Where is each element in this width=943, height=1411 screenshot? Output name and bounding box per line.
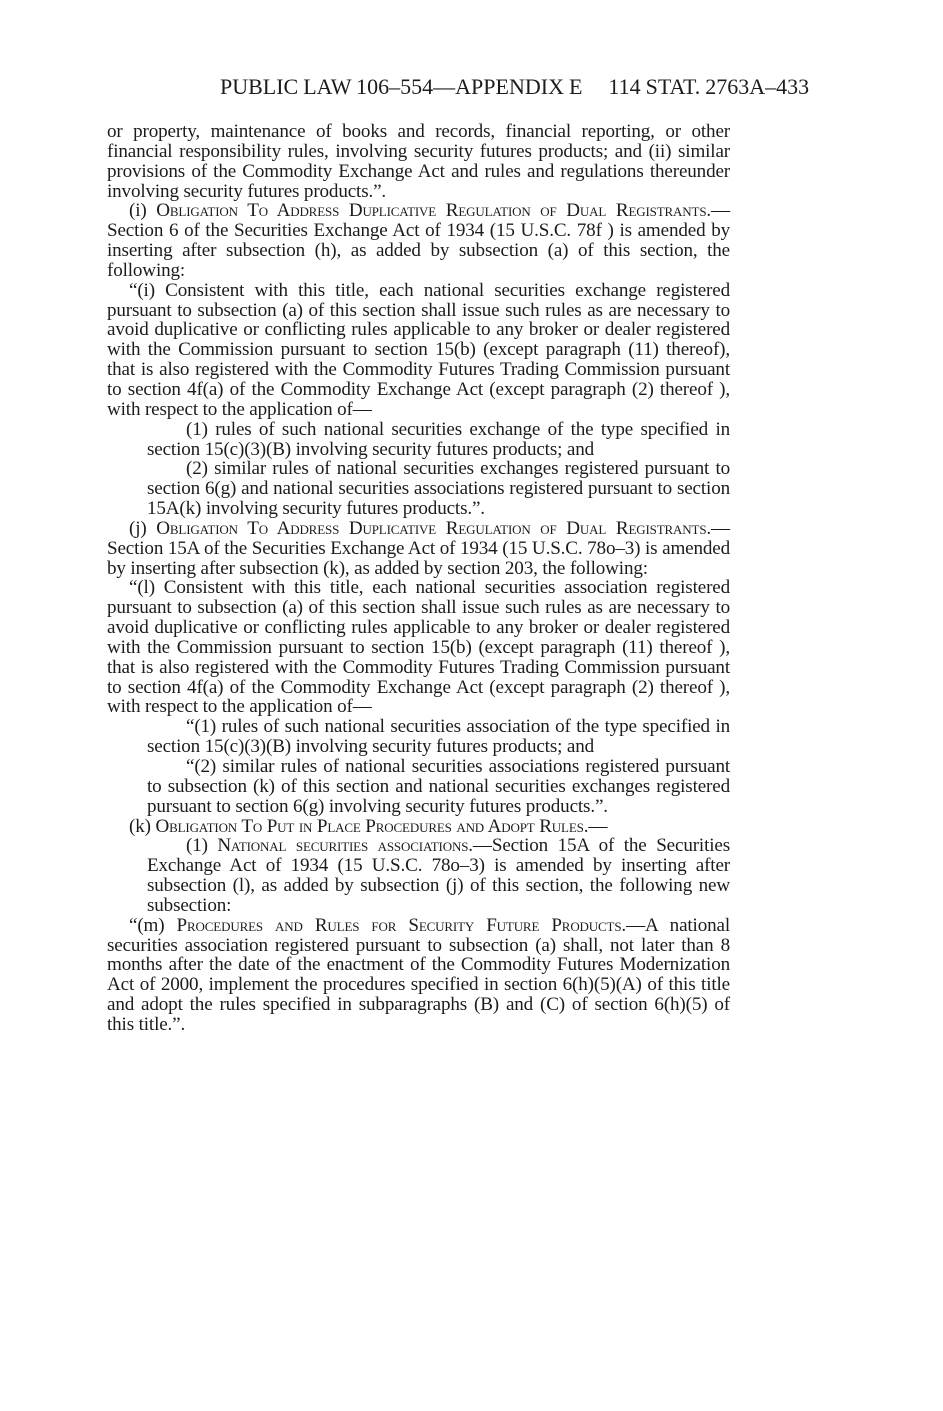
quoted-subsection-m-caption: Procedures and Rules for Security Future Products. — [176, 914, 627, 936]
quoted-subsection-l: “(l) Consistent with this title, each national securities association registered pursuant to subsection (a) of this section shall issue such rules as are necessary to avoid duplicative or conflicting rules applicable to any broker or dealer registered with the Commission pursuant to section 15(b) (except paragraph (11) thereof ), that is also registered with the Commodity Futures Trading Commission pursuant to section 4f(a) of the Commodity Exchange Act (except paragraph (2) thereof ), with respect to the application of— — [107, 577, 730, 718]
quoted-paragraph-1: “(1) rules of such national securities association of the type specified in section 15(c)(3)(B) involving security futures products; and — [147, 716, 730, 758]
subsection-k: (k) Obligation To Put in Place Procedures and Adopt Rules.— — [129, 815, 608, 837]
subsection-k-caption: Obligation To Put in Place Procedures and Adopt Rules. — [155, 815, 589, 837]
quoted-paragraph-2: (2) similar rules of national securities exchanges registered pursuant to section 6(g) and national securities associations registered pursuant to section 15A(k) involving security futures products.”. — [147, 458, 730, 520]
subsection-j-caption: Obligation To Address Duplicative Regulation of Dual Registrants. — [156, 517, 712, 539]
quoted-paragraph-1: (1) rules of such national securities exchange of the type specified in section 15(c)(3)(B) involving security futures products; and — [147, 418, 730, 460]
quoted-paragraph-2: “(2) similar rules of national securities associations registered pursuant to subsection (k) of this section and national securities exchanges registered pursuant to section 6(g) involving security futures products.”. — [147, 756, 730, 817]
paragraph-continuation: or property, maintenance of books and records, financial reporting, or other financial responsibility rules, involving security futures products; and (ii) similar provisions of the Commodity Exchange Act and rules and regulations thereunder involving security futures products.”. — [107, 121, 730, 202]
statute-text — [107, 122, 730, 1035]
paragraph-k-1-caption: National securities associations. — [217, 835, 473, 857]
subsection-i-caption: Obligation To Address Duplicative Regulation of Dual Registrants. — [156, 200, 712, 222]
quoted-subsection-i: “(i) Consistent with this title, each national securities exchange registered pursuant to subsection (a) of this section shall issue such rules as are necessary to avoid duplicative or conflicting rules applicable to any broker or dealer registered with the Commission pursuant to section 15(b) (except paragraph (11) thereof), that is also registered with the Commodity Futures Trading Commission pursuant to section 4f(a) of the Commodity Exchange Act (except paragraph (2) thereof ), with respect to the application of— — [107, 279, 730, 420]
header-title: PUBLIC LAW 106–554—APPENDIX E — [220, 74, 583, 99]
header-page-citation: 114 STAT. 2763A–433 — [608, 74, 810, 99]
subsection-j: (j) Obligation To Address Duplicative Regulation of Dual Registrants.—Section 15A of the Securities Exchange Act of 1934 (15 U.S.C. 78o–3) is amended by inserting after subsection (k), as added by section 203, the following: — [107, 517, 730, 579]
subsection-i: (i) Obligation To Address Duplicative Regulation of Dual Registrants.—Section 6 of the Securities Exchange Act of 1934 (15 U.S.C. 78f ) is amended by inserting after subsection (h), as added by subsection (a) of this section, the following: — [107, 200, 730, 281]
quoted-subsection-m: “(m) Procedures and Rules for Security Future Products.—A national securities association registered pursuant to subsection (a) shall, not later than 8 months after the date of the enactment of the Commodity Futures Modernization Act of 2000, implement the procedures specified in section 6(h)(5)(A) of this title and adopt the rules specified in subparagraphs (B) and (C) of section 6(h)(5) of this title.”. — [107, 914, 730, 1035]
paragraph-k-1: (1) National securities associations.—Section 15A of the Securities Exchange Act of 1934 (15 U.S.C. 78o–3) is amended by inserting after subsection (l), as added by subsection (j) of this section, the following new subsection: — [147, 835, 730, 916]
running-header — [220, 74, 870, 100]
